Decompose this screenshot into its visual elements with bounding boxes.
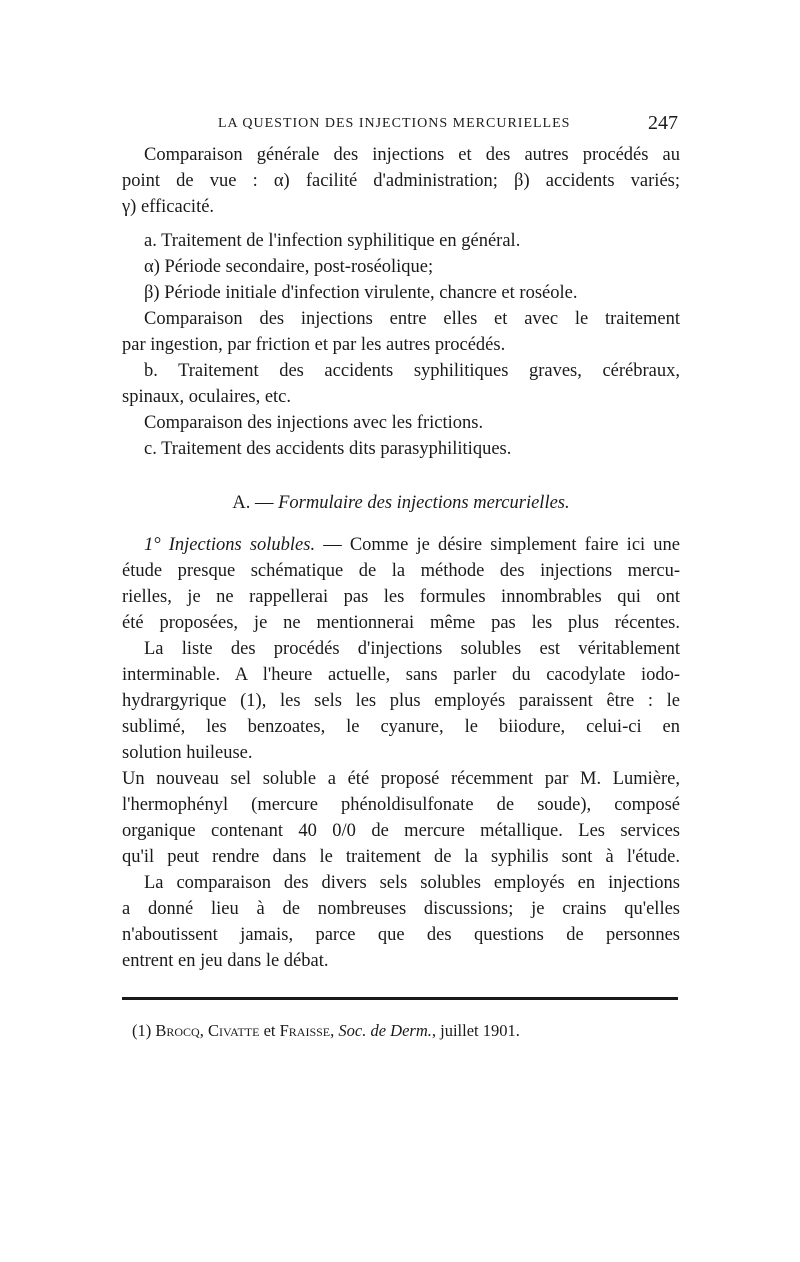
section-heading — [122, 490, 680, 516]
footnote-journal: Soc. de Derm. — [338, 1021, 432, 1040]
body-line: étude presque schématique de la méthode des injections mercu- — [122, 561, 680, 581]
running-header — [122, 112, 680, 142]
body-line: La comparaison des divers sels solubles employés en injections — [144, 873, 680, 893]
body-line: entrent en jeu dans le débat. — [122, 951, 329, 971]
summary-line: c. Traitement des accidents dits parasyphilitiques. — [144, 439, 512, 459]
body-line: sublimé, les benzoates, le cyanure, le biiodure, celui-ci en — [122, 717, 680, 737]
paragraph-lead: 1° Injections solubles. — [144, 535, 316, 555]
footnote-separator: et — [259, 1021, 280, 1040]
summary-outline — [122, 142, 680, 462]
page-content — [122, 112, 680, 974]
summary-line: β) Période initiale d'infection virulente, chancre et roséole. — [144, 283, 578, 303]
section-title: Formulaire des injections mercurielles. — [278, 493, 570, 513]
page-number: 247 — [648, 112, 678, 134]
body-line: La liste des procédés d'injections solubles est véritablement — [144, 639, 680, 659]
footnote-author: Fraisse — [279, 1021, 331, 1040]
footnote-date: , juillet 1901. — [431, 1021, 520, 1040]
summary-line: spinaux, oculaires, etc. — [122, 387, 292, 407]
body-line: organique contenant 40 0/0 de mercure métallique. Les services — [122, 821, 680, 841]
body-line: l'hermophényl (mercure phénoldisulfonate de soude), composé — [122, 795, 680, 815]
summary-line: α) Période secondaire, post-roséolique; — [144, 257, 434, 277]
body-line: rielles, je ne rappellerai pas les formules innombrables qui ont — [122, 587, 680, 607]
body-text — [122, 532, 680, 974]
footnote-separator: , — [199, 1021, 208, 1040]
section-prefix: A. — — [232, 493, 279, 513]
footnote-marker: (1) — [132, 1021, 156, 1040]
body-line: n'aboutissent jamais, parce que des questions de personnes — [122, 925, 680, 945]
body-line: a donné lieu à de nombreuses discussions; je crains qu'elles — [122, 899, 680, 919]
body-line: qu'il peut rendre dans le traitement de la syphilis sont à l'étude. — [122, 847, 680, 867]
summary-line: Comparaison des injections avec les frictions. — [144, 413, 484, 433]
body-line: solution huileuse. — [122, 743, 253, 763]
line-gap — [122, 220, 680, 228]
summary-line: b. Traitement des accidents syphilitiques graves, cérébraux, — [144, 361, 680, 381]
summary-line: par ingestion, par friction et par les autres procédés. — [122, 335, 506, 355]
summary-line: γ) efficacité. — [122, 197, 215, 217]
summary-line: point de vue : α) facilité d'administration; β) accidents variés; — [122, 171, 680, 191]
body-line: Un nouveau sel soluble a été proposé récemment par M. Lumière, — [122, 769, 680, 789]
footnote-separator: , — [330, 1021, 339, 1040]
footnote-author: Civatte — [207, 1021, 260, 1040]
footnote — [132, 1020, 520, 1042]
body-line — [122, 532, 680, 558]
running-title: LA QUESTION DES INJECTIONS MERCURIELLES — [218, 116, 571, 131]
summary-line: Comparaison générale des injections et des autres procédés au — [144, 145, 680, 165]
body-line: interminable. A l'heure actuelle, sans parler du cacodylate iodo- — [122, 665, 680, 685]
summary-line: Comparaison des injections entre elles et avec le traitement — [144, 309, 680, 329]
body-line-text: — Comme je désire simplement faire ici une — [315, 535, 680, 555]
footnote-author: Brocq — [155, 1021, 200, 1040]
body-line: été proposées, je ne mentionnerai même pas les plus récentes. — [122, 613, 680, 633]
summary-line: a. Traitement de l'infection syphilitique en général. — [144, 231, 521, 251]
body-line: hydrargyrique (1), les sels les plus employés paraissent être : le — [122, 691, 680, 711]
footnote-rule — [122, 997, 678, 1000]
